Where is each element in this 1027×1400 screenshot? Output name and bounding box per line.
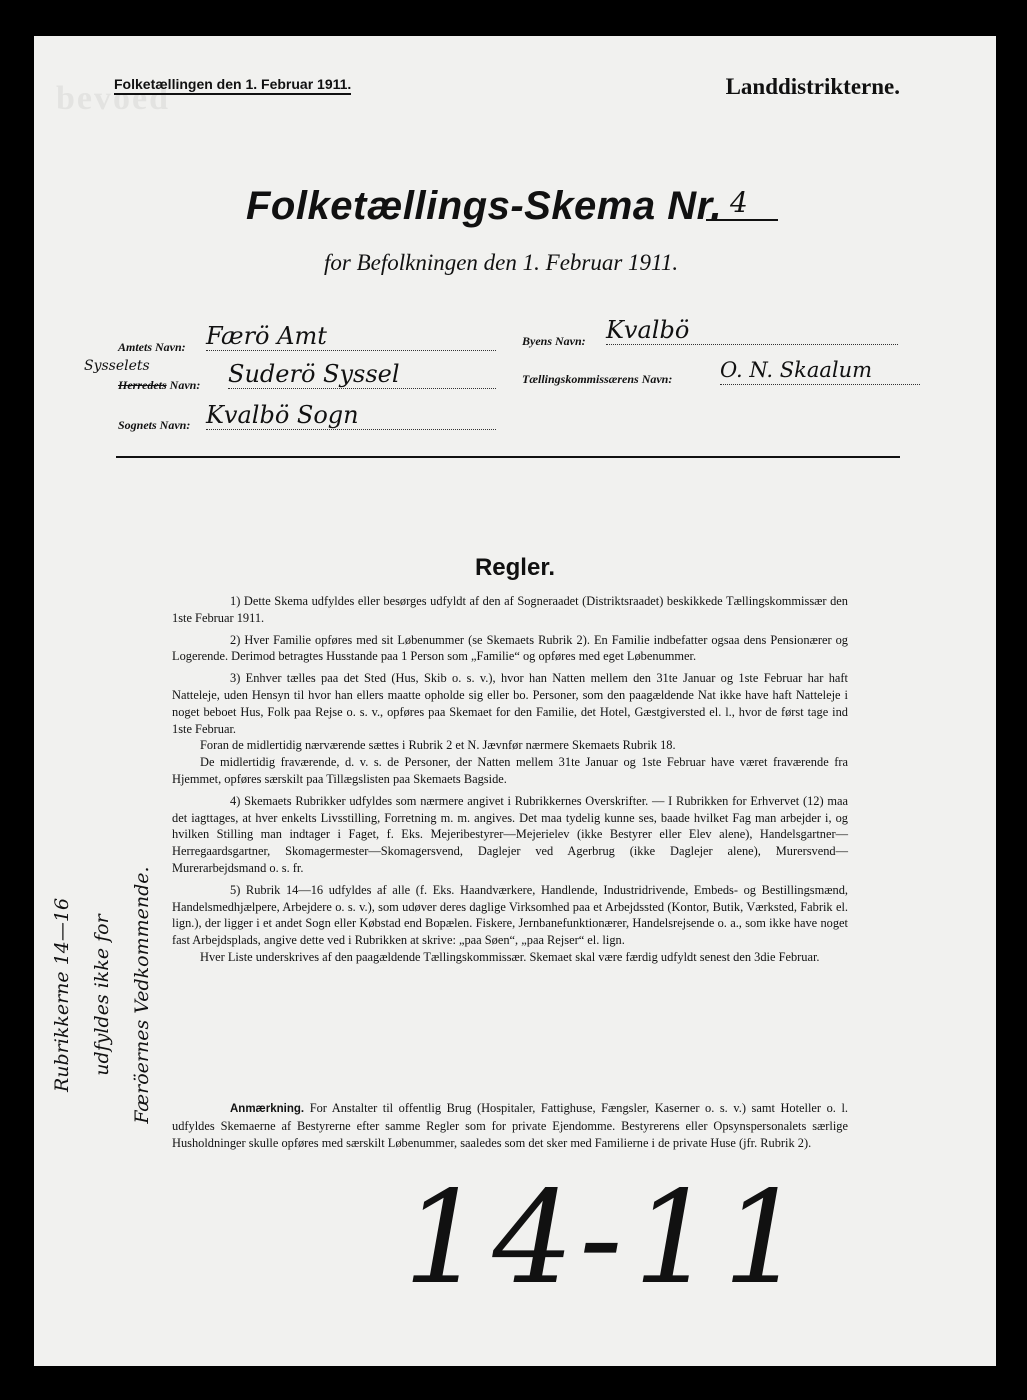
rule-paragraph-3b: Foran de midlertidig nærværende sættes i Rubrik 2 et N. Jævnfør nærmere Skemaets Rubrik 18. (200, 738, 676, 753)
herred-struck-word: Herredets (118, 378, 167, 392)
by-label: Byens Navn: (522, 334, 586, 348)
form-subtitle: for Befolkningen den 1. Februar 1911. (324, 250, 679, 275)
bleed-through-text: bevoed (56, 80, 170, 117)
by-value: Kvalbö (606, 318, 898, 345)
herred-prefix-handwritten: Sysselets (84, 358, 150, 374)
rule-paragraph-4: 4) Skemaets Rubrikker udfyldes som nærmere angivet i Rubrikkernes Overskrifter. — I Rubrikken for Erhvervet (12) maa det iagttages, at hver enkelts Livsstilling, Forretning m. m. angives. Det maa tydelig kunne ses, baade hvilket Fag man arbejder i, og hvilken Stilling man indtager i Faget, f. Eks. Mejeribestyrer—Mejerielev (ikke Bestyrer eller Elev alene), Handelsgartner—Herregaardsgartner, Skomagermester—Skomagersvend, Daglejer ved Agerbrug (ikke Daglejer alene), Murersvend—Murerarbejdsmand o. s. fr. (172, 793, 848, 875)
herred-label-text: Navn: (169, 378, 201, 392)
note-paragraph (172, 1100, 848, 1151)
rule-paragraph-1: 1) Dette Skema udfyldes eller besørges udfyldt af den af Sogneraadet (Distriktsraadet) beskikkede Tællingskommissær den 1ste Februar 1911. (172, 594, 848, 625)
form-number: 4 (706, 186, 778, 221)
rule-paragraph-3: 3) Enhver tælles paa det Sted (Hus, Skib o. s. v.), hvor han Natten mellem den 31te Januar og 1ste Februar har haft Natteleje, uden Hensyn til hvor han ellers maatte opholde sig eller bo. Personer, som den paagældende Nat ikke have haft Natteleje i noget beboet Hus, Folk paa Rejse o. s. v., opføres paa Skemaet for den Familie, det Hotel, Gæstgiversted el. l., hvor de først tage ind 1ste Februar. (172, 671, 848, 736)
header-census-date: Folketællingen den 1. Februar 1911. (114, 76, 351, 95)
margin-note-3: Færöernes Vedkommende. (131, 866, 153, 1124)
note-label: Anmærkning. (230, 1103, 305, 1115)
rule-paragraph-5b: Hver Liste underskrives af den paagældende Tællingskommissær. Skemaet skal være færdig udfyldt senest den 3die Februar. (200, 949, 820, 964)
amt-value: Færö Amt (206, 324, 496, 351)
margin-note-2: udfyldes ikke for (91, 914, 113, 1076)
header-district-type: Landdistrikterne. (725, 74, 900, 99)
kommissaer-value: O. N. Skaalum (720, 358, 920, 385)
annotation-note (172, 1100, 848, 1151)
herred-label (118, 378, 200, 393)
divider-rule (116, 456, 900, 458)
amt-label: Amtets Navn: (118, 340, 186, 354)
rule-paragraph-2: 2) Hver Familie opføres med sit Løbenummer (se Skemaets Rubrik 2). En Familie indbefatter ogsaa dens Pensionærer og Logerende. Derimod betragtes Husstande paa 1 Person som „Familie“ og opføres med eget Løbenummer. (172, 632, 848, 664)
rules-heading: Regler. (474, 554, 556, 581)
sogn-label: Sognets Navn: (118, 418, 191, 432)
rule-paragraph-3c: De midlertidig fraværende, d. v. s. de Personer, der Natten mellem 31te Januar og 1ste Februar have været fraværende fra Hjemmet, opføres særskilt paa Tillægslisten paa Skemaets Bagside. (172, 755, 848, 786)
margin-note-1: Rubrikkerne 14—16 (51, 897, 73, 1093)
rule-paragraph-5: 5) Rubrik 14—16 udfyldes af alle (f. Eks. Haandværkere, Handlende, Industridrivende, Embeds- og Bestillingsmænd, Handelsmedhjælpere, Arbejdere o. s. v.), som udøver deres daglige Virksomhed paa et Arbejdssted (Kontor, Butik, Værksted, Fabrik el. lign.), der ligger i et andet Sogn eller Købstad end Bopælen. Fiskere, Jernbanefunktionærer, Handelsrejsende o. a., som ikke have noget fast Arbejdsplads, angive dette ved i Rubrikken at skrive: „paa Søen“, „paa Rejser“ el. lign. (172, 882, 848, 948)
census-form-page (34, 36, 996, 1366)
kommissaer-label: Tællingskommissærens Navn: (522, 372, 673, 386)
note-text: For Anstalter til offentlig Brug (Hospitaler, Fattighuse, Fængsler, Kaserner o. s. v.) samt Hoteller o. l. udfyldes Skemaerne af Bestyrerne efter samme Regler som for private Ejendomme. Bestyrerens eller Opsynspersonalets særlige Husholdninger skulle opføres med særskilt Løbenummer, saaledes som det sker med Familierne i de private Huse (jfr. Rubrik 2). (172, 1101, 848, 1150)
herred-value: Suderö Syssel (228, 362, 496, 389)
rules-text (172, 593, 848, 971)
form-title: Folketællings-Skema Nr. (246, 184, 723, 228)
sogn-value: Kvalbö Sogn (206, 403, 496, 430)
handwritten-number: 14-11 (388, 1164, 825, 1313)
